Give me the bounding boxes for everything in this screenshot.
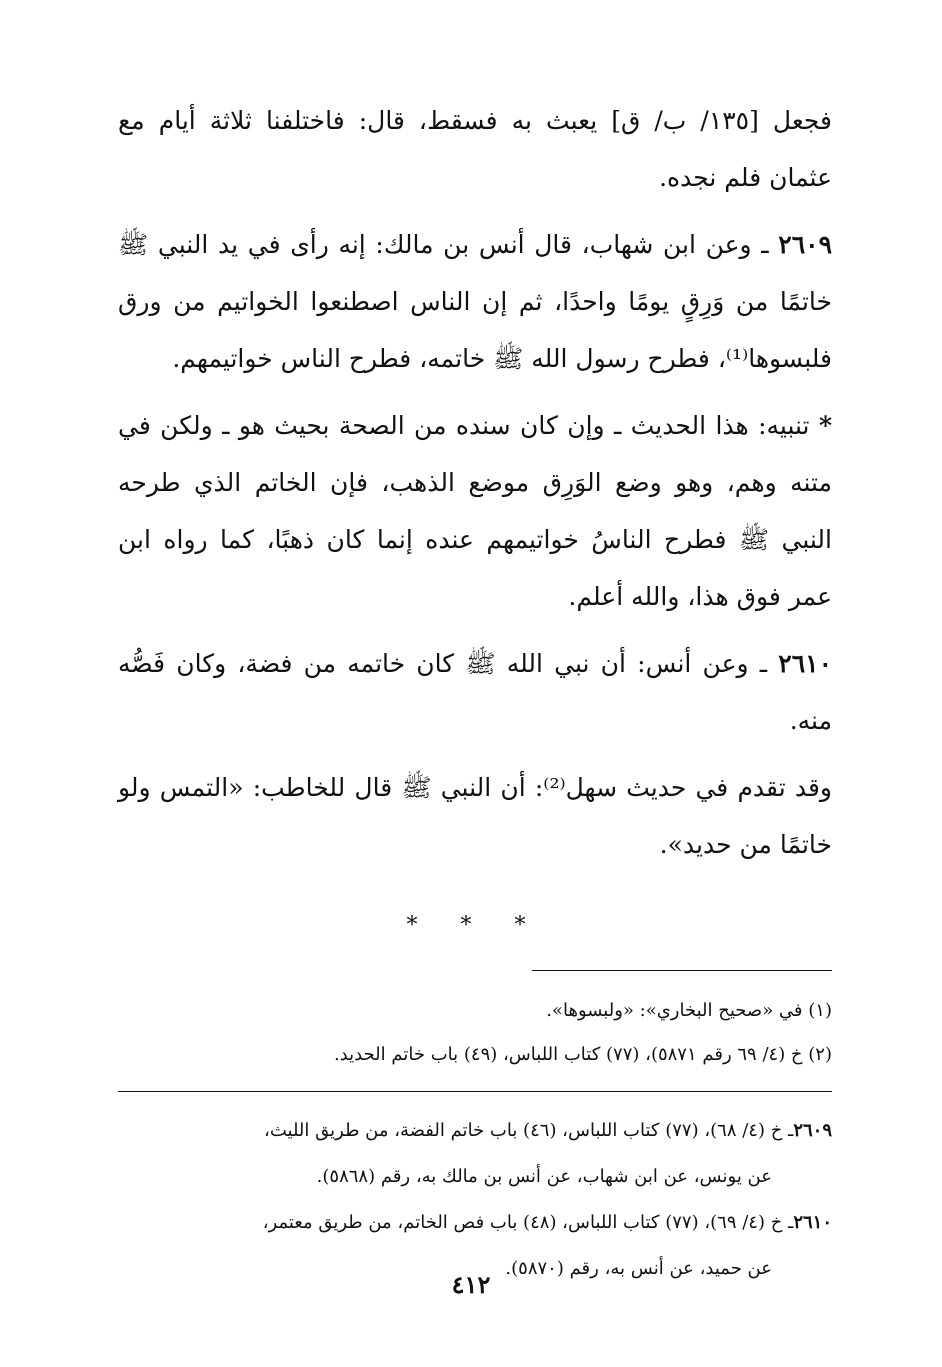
hadith-2610 [118,635,832,749]
source-line: ـ خ (٤/ ٦٩)، (٧٧) كتاب اللباس، (٤٨) باب فص الخاتم، من طريق معتمر، [262,1212,794,1233]
source-line: ـ خ (٤/ ٦٨)، (٧٧) كتاب اللباس، (٤٦) باب خاتم الفضة، من طريق الليث، [264,1120,794,1141]
hadith-text: ـ وعن أنس: أن نبي الله ﷺ كان خاتمه من فضة، وكان فَصُّه منه. [118,649,832,735]
source-2609 [118,1108,832,1200]
paragraph-text: فجعل [١٣٥/ ب/ ق] يعبث به فسقط، قال: فاختلفنا ثلاثة أيام مع عثمان فلم نجده. [118,106,832,192]
hadith-number: ٢٦٠٩ [778,230,832,259]
footnote-divider [532,970,832,971]
note-paragraph [118,397,832,625]
source-number: ٢٦١٠ [793,1212,832,1233]
hadith-text: ـ وعن ابن شهاب، قال أنس بن مالك: إنه رأى في يد النبي ﷺ خاتمًا من وَرِقٍ يومًا واحدًا، ثم إن الناس اصطنعوا الخواتيم من ورق فلبسوها⁽¹⁾، فطرح رسول الله ﷺ خاتمه، فطرح الناس خواتيمهم. [118,230,832,373]
paragraph-sahl [118,759,832,873]
hadith-number: ٢٦١٠ [778,649,832,678]
footnote-1: (١) في «صحيح البخاري»: «ولبسوها». [546,1000,832,1021]
footnote-2: (٢) خ (٤/ ٦٩ رقم ٥٨٧١)، (٧٧) كتاب اللباس، (٤٩) باب خاتم الحديد. [333,1044,832,1065]
source-line-continued: عن حميد، عن أنس به، رقم (٥٨٧٠). [505,1258,772,1279]
source-line-continued: عن يونس، عن ابن شهاب، عن أنس بن مالك به، رقم (٥٨٦٨). [316,1166,772,1187]
hadith-2609 [118,216,832,387]
section-separator: * * * [406,913,544,938]
sources-divider [118,1091,832,1092]
paragraph-continuation [118,92,832,206]
paragraph-text: وقد تقدم في حديث سهل⁽²⁾: أن النبي ﷺ قال للخاطب: «التمس ولو خاتمًا من حديد». [118,773,832,859]
note-text: تنبيه: هذا الحديث ـ وإن كان سنده من الصحة بحيث هو ـ ولكن في متنه وهم، وهو وضع الوَرِق موضع الذهب، فإن الخاتم الذي طرحه النبي ﷺ فطرح الناسُ خواتيمهم عنده إنما كان ذهبًا، كما رواه ابن عمر فوق هذا، والله أعلم. [118,411,832,611]
note-star-icon: * [818,411,833,440]
page-body [118,92,832,1292]
source-number: ٢٦٠٩ [793,1120,832,1141]
page-number: ٤١٢ [451,1270,491,1299]
